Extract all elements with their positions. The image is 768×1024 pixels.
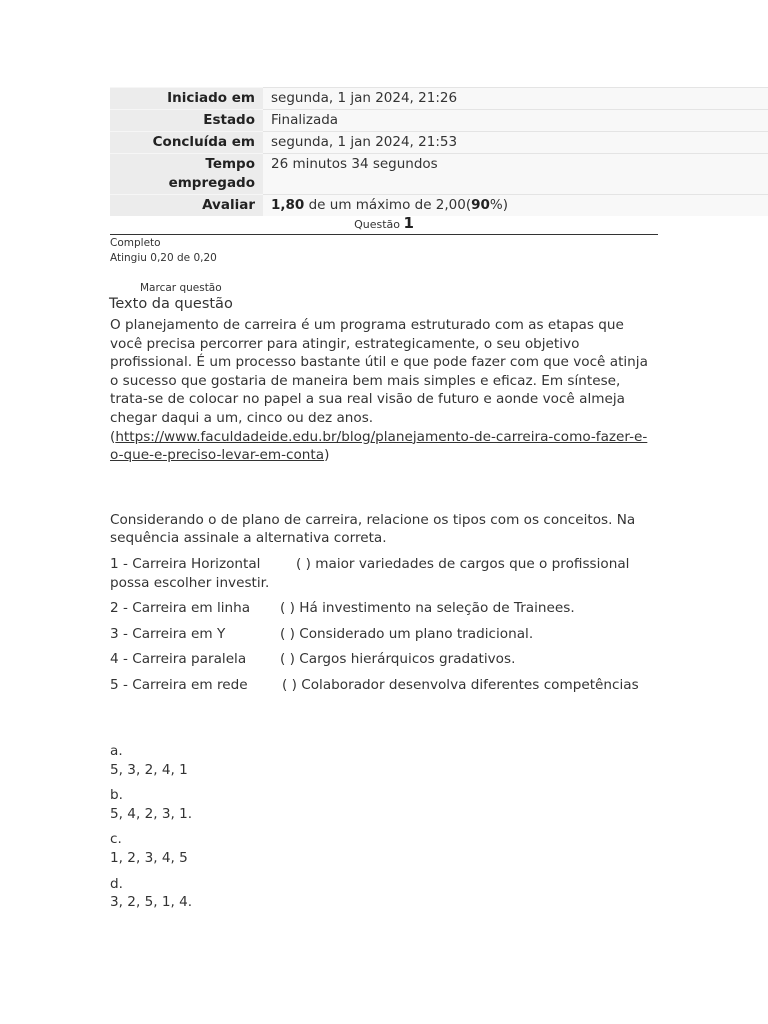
grade-suffix: %) <box>489 197 509 213</box>
summary-row-completed <box>110 132 768 154</box>
grade-value <box>263 195 768 217</box>
question-header <box>110 214 658 235</box>
grade-middle: de um máximo de 2,00( <box>304 197 472 213</box>
option-letter: d. <box>110 875 123 892</box>
attempt-summary-table <box>110 87 768 216</box>
question-status: Completo <box>110 237 161 249</box>
relation-item <box>110 555 660 592</box>
summary-row-grade <box>110 195 768 217</box>
relation-concept: ( ) Colaborador desenvolva diferentes competências <box>282 676 639 693</box>
option-text: 5, 4, 2, 3, 1. <box>110 805 193 822</box>
relation-type: 4 - Carreira paralela <box>110 651 247 668</box>
relation-item <box>110 599 660 618</box>
option-text: 3, 2, 5, 1, 4. <box>110 894 193 911</box>
relation-concept: ( ) Considerado um plano tradicional. <box>280 625 534 642</box>
grade-score: 1,80 <box>271 197 305 213</box>
summary-label: Estado <box>110 110 263 132</box>
answer-option-b[interactable] <box>110 786 192 823</box>
intro-text: O planejamento de carreira é um programa estruturado com as etapas que você precisa percorrer para atingir, estrategicamente, o seu objetivo profissional. É um processo bastante útil e que pode fazer com que você atinja o sucesso que gostaria de maneira bem mais simples e eficaz. Em síntese, trata-se de colocar no papel a sua real visão de futuro e aonde você almeja chegar daqui a um, cinco ou dez anos. ( <box>110 317 648 445</box>
question-content <box>110 316 660 695</box>
relation-concept: ( ) maior variedades de cargos que o profissional possa escolher investir. <box>110 555 630 591</box>
option-text: 1, 2, 3, 4, 5 <box>110 849 188 866</box>
question-prompt: Considerando o de plano de carreira, relacione os tipos com os conceitos. Na sequência assinale a alternativa correta. <box>110 511 636 547</box>
summary-value: segunda, 1 jan 2024, 21:53 <box>263 132 768 154</box>
relation-type: 5 - Carreira em rede <box>110 676 248 693</box>
answer-option-c[interactable] <box>110 830 192 867</box>
option-letter: a. <box>110 743 123 759</box>
summary-row-time <box>110 154 768 195</box>
relation-item <box>110 625 660 644</box>
question-intro <box>110 316 660 465</box>
relation-item <box>110 650 660 669</box>
summary-value: 26 minutos 34 segundos <box>263 154 768 195</box>
summary-label: Avaliar <box>110 195 263 217</box>
relation-concept: ( ) Cargos hierárquicos gradativos. <box>280 651 516 668</box>
answer-options <box>110 742 192 919</box>
summary-value: Finalizada <box>263 110 768 132</box>
summary-label: Concluída em <box>110 132 263 154</box>
option-letter: c. <box>110 831 122 848</box>
summary-value: segunda, 1 jan 2024, 21:26 <box>263 88 768 110</box>
option-text: 5, 3, 2, 4, 1 <box>110 761 188 778</box>
answer-option-d[interactable] <box>110 875 192 912</box>
intro-close: ) <box>324 447 330 464</box>
summary-row-started <box>110 88 768 110</box>
grade-percent: 90 <box>471 197 490 213</box>
relation-item <box>110 676 660 695</box>
question-number: 1 <box>403 214 414 232</box>
summary-row-state <box>110 110 768 132</box>
relation-type: 2 - Carreira em linha <box>110 600 251 617</box>
source-link[interactable]: https://www.faculdadeide.edu.br/blog/planejamento-de-carreira-como-fazer-e-o-que-e-preciso-levar-em-conta <box>110 428 648 464</box>
summary-label: Iniciado em <box>110 88 263 110</box>
question-info <box>110 236 217 266</box>
question-mark: Atingiu 0,20 de 0,20 <box>110 252 217 264</box>
relation-type: 1 - Carreira Horizontal <box>110 555 261 572</box>
summary-label: Tempo empregado <box>110 154 263 195</box>
answer-option-a[interactable] <box>110 742 192 779</box>
question-text-heading: Texto da questão <box>109 296 233 312</box>
relation-concept: ( ) Há investimento na seleção de Trainees. <box>280 600 575 617</box>
option-letter: b. <box>110 787 123 804</box>
flag-question-link[interactable]: Marcar questão <box>140 282 222 294</box>
question-prefix: Questão <box>354 218 400 231</box>
relation-type: 3 - Carreira em Y <box>110 625 226 642</box>
